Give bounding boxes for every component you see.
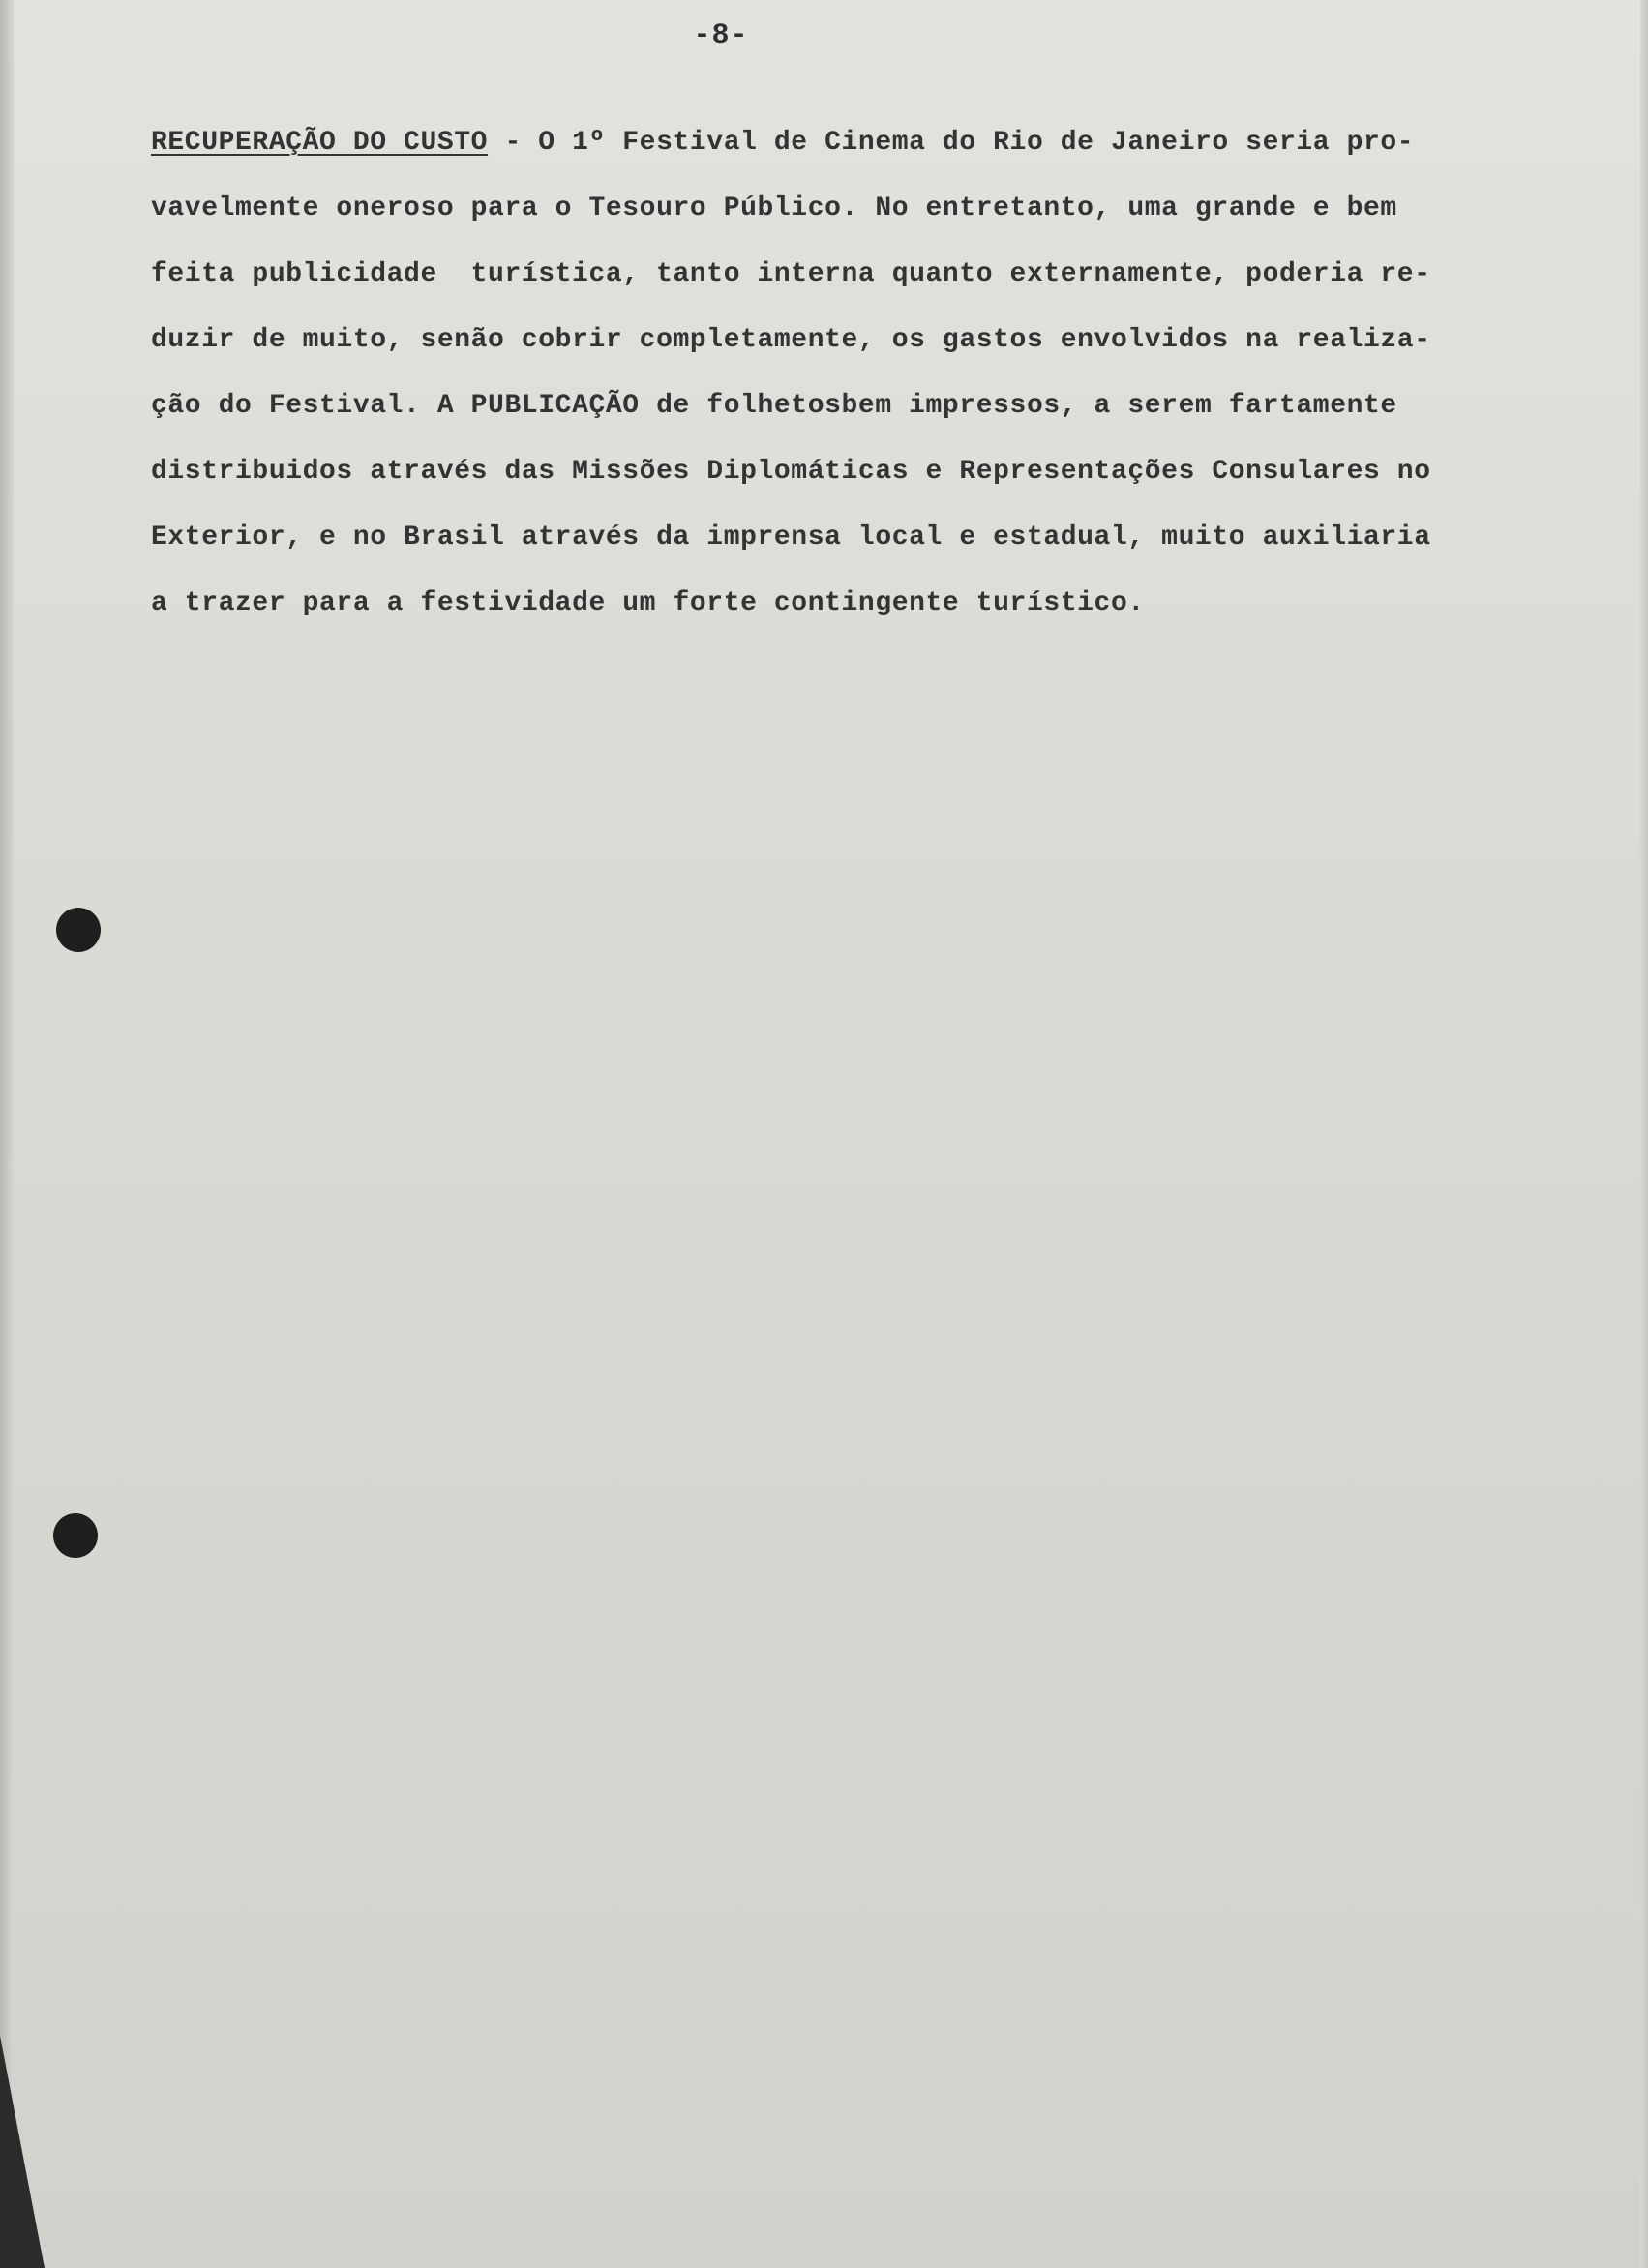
body-paragraph [151,110,1622,637]
paragraph-line-5: ção do Festival. A PUBLICAÇÃO de folhetosbem impressos, a serem fartamente [151,391,1397,421]
paragraph-line-8: a trazer para a festividade um forte contingente turístico. [151,588,1145,618]
page-number: -8- [693,19,749,52]
paragraph-line-1 [151,110,1622,176]
section-heading: RECUPERAÇÃO DO CUSTO [151,128,489,158]
torn-corner [0,2036,45,2268]
punch-hole-lower [53,1513,98,1558]
paragraph-line-4: duzir de muito, senão cobrir completamente, os gastos envolvidos na realiza- [151,325,1431,355]
paragraph-line-2: vavelmente oneroso para o Tesouro Público. No entretanto, uma grande e bem [151,194,1397,224]
punch-hole-upper [56,908,101,952]
paragraph-line-1-text: - O 1º Festival de Cinema do Rio de Janeiro seria pro- [488,128,1415,158]
page-right-edge [1640,0,1648,2268]
paragraph-line-3: feita publicidade turística, tanto interna quanto externamente, poderia re- [151,259,1431,289]
page-edge-shadow [0,0,14,2268]
paragraph-line-6: distribuidos através das Missões Diplomáticas e Representações Consulares no [151,457,1431,487]
paragraph-line-7: Exterior, e no Brasil através da imprensa local e estadual, muito auxiliaria [151,522,1431,552]
